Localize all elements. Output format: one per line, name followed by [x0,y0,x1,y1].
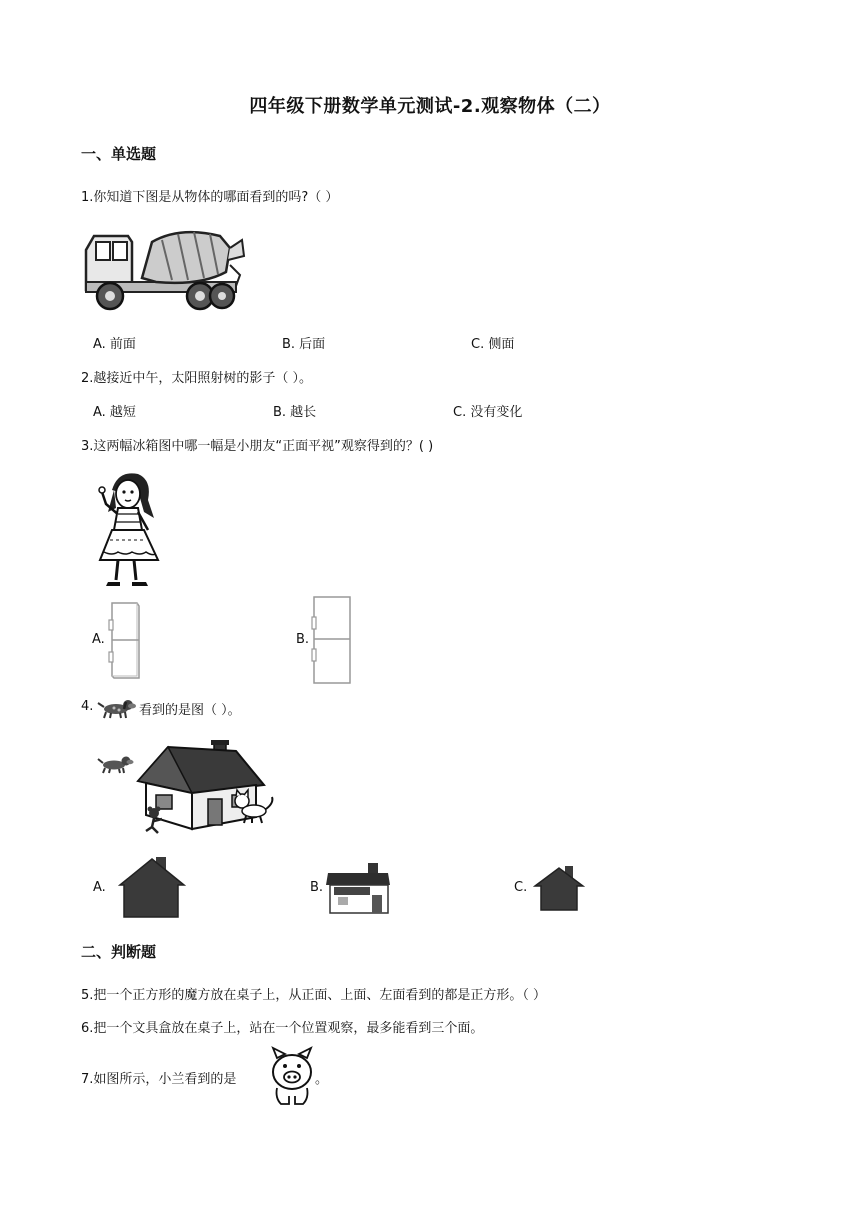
question-7-text-suffix: 。 [315,1072,329,1087]
question-3-option-b[interactable]: B. [296,632,310,647]
question-6-text: 6.把一个文具盒放在桌子上，站在一个位置观察，最多能看到三个面。 [81,1021,484,1036]
fridge-side-view-icon[interactable] [107,600,143,680]
question-4-option-a[interactable]: A. [93,880,106,895]
page-title: 四年级下册数学单元测试-2.观察物体（二） [249,96,611,117]
house-back-view-icon[interactable] [533,864,585,912]
dog-icon [96,697,136,719]
question-3-option-a[interactable]: A. [92,632,105,647]
question-2-text: 2.越接近中午，太阳照射树的影子（ ）。 [81,371,313,386]
question-4-text-suffix: 看到的是图（ ）。 [139,703,241,718]
section-heading-single-choice: 一、单选题 [81,145,157,163]
question-4-text-prefix: 4. [81,699,94,714]
question-4-option-c[interactable]: C. [514,880,528,895]
cement-mixer-truck-icon [80,220,250,312]
question-5-text: 5.把一个正方形的魔方放在桌子上，从正面、上面、左面看到的都是正方形。（ ） [81,988,547,1003]
question-1-option-a[interactable]: A. 前面 [93,337,136,352]
fridge-front-view-icon[interactable] [310,595,352,685]
question-4-option-b[interactable]: B. [310,880,324,895]
section-heading-true-false: 二、判断题 [81,943,157,961]
question-7-text-prefix: 7.如图所示，小兰看到的是 [81,1072,237,1087]
house-front-view-icon[interactable] [326,861,392,915]
question-1-option-b[interactable]: B. 后面 [282,337,326,352]
question-1-text: 1.你知道下图是从物体的哪面看到的吗?（ ） [81,190,339,205]
question-3-text: 3.这两幅冰箱图中哪一幅是小朋友“正面平视”观察得到的？( ) [81,439,434,454]
pig-face-icon [267,1046,317,1108]
question-1-option-c[interactable]: C. 侧面 [471,337,515,352]
girl-icon [96,468,166,590]
question-2-option-c[interactable]: C. 没有变化 [453,405,523,420]
question-2-option-b[interactable]: B. 越长 [273,405,317,420]
question-2-option-a[interactable]: A. 越短 [93,405,136,420]
house-side-view-icon[interactable] [118,855,186,919]
house-with-animals-icon [96,737,276,835]
